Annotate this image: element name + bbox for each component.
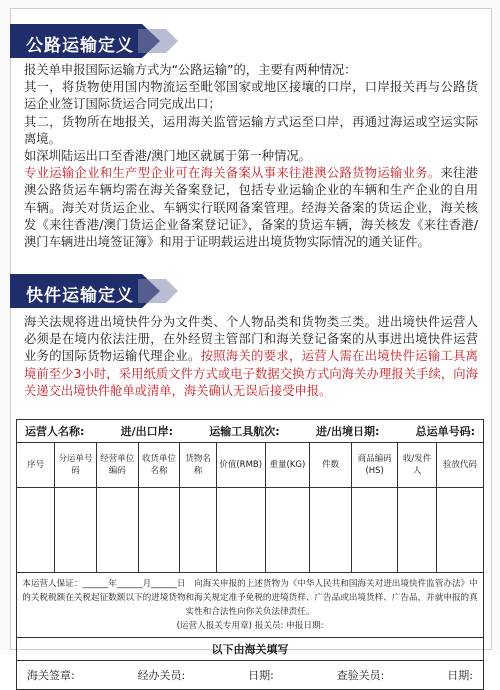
sign-inspector: 查验关员: bbox=[336, 669, 385, 682]
col-value: 价值(RMB) bbox=[216, 443, 265, 488]
field-port: 进/出口岸: bbox=[120, 425, 174, 438]
form-sign-row bbox=[17, 661, 484, 690]
section-road-body bbox=[24, 62, 478, 251]
col-release-code: 验放代码 bbox=[436, 443, 483, 488]
blank-cell[interactable] bbox=[436, 488, 483, 573]
col-business-code: 经营单位编码 bbox=[96, 443, 138, 488]
blank-cell[interactable] bbox=[96, 488, 138, 573]
col-seq: 序号 bbox=[17, 443, 55, 488]
col-consignee: 收货单位名称 bbox=[138, 443, 180, 488]
form-column-header-row bbox=[17, 443, 484, 488]
form-header-cell bbox=[17, 420, 484, 443]
section-express-header bbox=[10, 274, 490, 308]
field-date: 进/出境日期: bbox=[315, 425, 380, 438]
field-voyage: 运输工具航次: bbox=[209, 425, 280, 438]
form-declaration-row bbox=[17, 573, 484, 638]
field-waybill: 总运单号码: bbox=[415, 425, 475, 438]
blank-cell[interactable] bbox=[352, 488, 398, 573]
express-para bbox=[24, 314, 478, 400]
sign-date-1: 日期: bbox=[248, 669, 274, 682]
declaration-sub-text: (运营人报关专用章) 报关员: 申报日期: bbox=[176, 621, 324, 631]
road-para-3: 其二，货物所在地报关，运用海关监管运输方式运至口岸，再通过海运或空运实际离境。 bbox=[24, 114, 478, 146]
road-para-1: 报关单申报国际运输方式为“公路运输”的，主要有两种情况： bbox=[24, 63, 357, 77]
road-red-text: 专业运输企业和生产型企业可在海关备案从事来往港澳公路货物运输业务。 bbox=[24, 166, 441, 181]
road-tail-text: 来往港澳公路货运车辆均需在海关备案登记，包括专业运输企业的车辆和生产企业的自用车辆。海关对货运企业、车辆实行联网备案管理。经海关备案的货运企业，海关核发《来往香港/澳门货运企业备案登记证》，备案的货运车辆，海关核发《来往香港/澳门车辆进出境签证簿》和用于证明载运进出境货物实际情况的通关证件。 bbox=[24, 166, 478, 250]
road-para-2: 其一，将货物使用国内物流运至毗邻国家或地区接壤的口岸，口岸报关再与公路货运企业签订国际货运合同完成出口； bbox=[24, 80, 478, 112]
declaration-cell bbox=[17, 573, 484, 638]
banner-arrow-shape bbox=[138, 279, 178, 303]
blank-cell[interactable] bbox=[265, 488, 310, 573]
col-weight: 重量(KG) bbox=[265, 443, 310, 488]
road-para-4: 如深圳陆运出口至香港/澳门地区就属于第一种情况。 bbox=[24, 149, 311, 164]
blank-cell[interactable] bbox=[216, 488, 265, 573]
form-customs-fill-row bbox=[17, 638, 484, 661]
col-goods-name: 货物名称 bbox=[180, 443, 216, 488]
declaration-text: 本运营人保证：______年______月______日 向海关申报的上述货物为《中华人民共和国海关对进出境快件监管办法》中的关税税额在关税起征数额以下的进境货物和海关规定准予免税的进境货样、广告品或出境货样、广告品，并就申报的真实性和合法性向你关负法律责任。 bbox=[22, 579, 478, 617]
sign-date-2: 日期: bbox=[447, 669, 473, 682]
banner-arrow-shape bbox=[138, 29, 178, 53]
sign-cell bbox=[17, 661, 484, 690]
express-intro-text: 海关法规将进出境快件分为文件类、个人物品类和货物类三类。进出境快件运营人必须是在境内依法注册，在外经贸主管部门和海关登记备案的从事进出境快件运营业务的国际货物运输代理企业。 bbox=[24, 315, 478, 364]
field-operator-name: 运营人名称: bbox=[25, 425, 85, 438]
blank-cell[interactable] bbox=[17, 488, 55, 573]
sign-customs-seal: 海关签章: bbox=[27, 669, 75, 682]
col-sender: 收/发件人 bbox=[398, 443, 436, 488]
blank-cell[interactable] bbox=[138, 488, 180, 573]
form-blank-row bbox=[17, 488, 484, 573]
customs-fill-label: 以下由海关填写 bbox=[17, 638, 484, 661]
section-express-body bbox=[24, 314, 478, 400]
section-road-title: 公路运输定义 bbox=[26, 36, 134, 56]
blank-cell[interactable] bbox=[55, 488, 97, 573]
express-manifest-form bbox=[16, 419, 484, 690]
road-para-5 bbox=[24, 165, 478, 251]
col-sub-waybill: 分运单号码 bbox=[55, 443, 97, 488]
section-express-title: 快件运输定义 bbox=[26, 286, 134, 306]
form-header-row bbox=[17, 420, 484, 443]
sign-officer: 经办关员: bbox=[137, 669, 186, 682]
col-hs-code: 商品编码(HS) bbox=[352, 443, 398, 488]
blank-cell[interactable] bbox=[398, 488, 436, 573]
blank-cell[interactable] bbox=[180, 488, 216, 573]
express-red-text: 按照海关的要求，运营人需在出境快件运输工具离境前至少3小时，采用纸质文件方式或电子数据交换方式向海关办理报关手续，向海关递交出境快件舱单或清单，海关确认无误后接受申报。 bbox=[24, 349, 478, 398]
col-count: 件数 bbox=[310, 443, 352, 488]
blank-cell[interactable] bbox=[310, 488, 352, 573]
section-road-header bbox=[10, 24, 490, 58]
